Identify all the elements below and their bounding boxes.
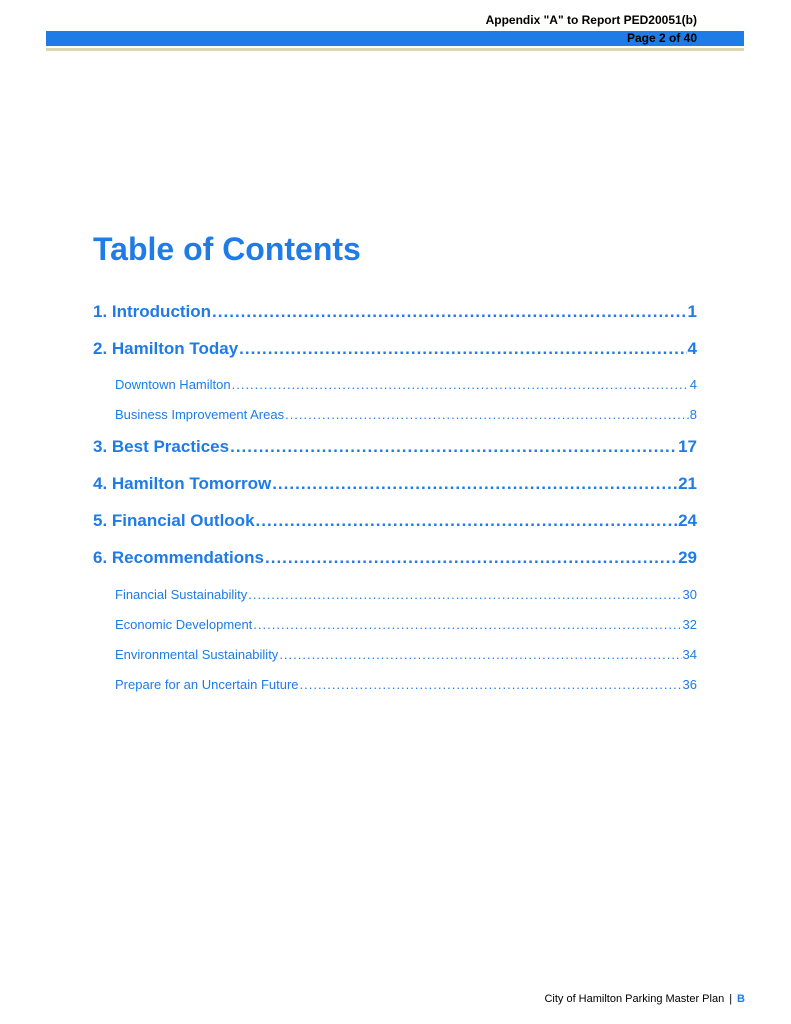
toc-entry[interactable]	[93, 587, 697, 605]
toc-entry-page: 32	[682, 617, 697, 632]
toc-entry-page: 17	[678, 437, 697, 456]
toc-dot-leader	[248, 587, 681, 602]
footer-separator: |	[729, 993, 733, 1005]
toc-entry[interactable]	[93, 474, 697, 498]
toc-entry[interactable]	[93, 511, 697, 535]
toc-entry-page: 1	[687, 302, 697, 321]
toc-entry-label: Business Improvement Areas	[115, 407, 285, 422]
toc-entry[interactable]	[93, 548, 697, 572]
toc-entry-label: Downtown Hamilton	[115, 377, 231, 392]
toc-entry[interactable]	[93, 647, 697, 665]
toc-entry[interactable]	[93, 407, 697, 425]
toc-entry-label: Prepare for an Uncertain Future	[115, 677, 299, 692]
toc-entry-label: 2. Hamilton Today	[93, 339, 239, 358]
toc-entry-page: 4	[687, 339, 697, 358]
toc-entry-page: 34	[682, 647, 697, 662]
toc-entry[interactable]	[93, 302, 697, 326]
toc-dot-leader	[239, 339, 686, 359]
toc-entry-page: 30	[682, 587, 697, 602]
toc-entry[interactable]	[93, 339, 697, 363]
toc-entry-page: 36	[682, 677, 697, 692]
toc-entry-page: 29	[678, 548, 697, 567]
toc-dot-leader	[212, 302, 686, 322]
toc-entry[interactable]	[93, 437, 697, 461]
toc-entry-page: 24	[678, 511, 697, 530]
toc-dot-leader	[272, 474, 677, 494]
toc-entry[interactable]	[93, 377, 697, 395]
toc-dot-leader	[253, 617, 681, 632]
toc-entry-label: Economic Development	[115, 617, 253, 632]
page-number-label: Page 2 of 40	[626, 31, 697, 45]
footer-document-name: City of Hamilton Parking Master Plan	[544, 993, 725, 1005]
toc-entry-label: 5. Financial Outlook	[93, 511, 255, 530]
toc-entry-label: 6. Recommendations	[93, 548, 264, 567]
toc-dot-leader	[230, 437, 677, 457]
toc-dot-leader	[285, 407, 689, 422]
toc-dot-leader	[265, 548, 677, 568]
appendix-label: Appendix "A" to Report PED20051(b)	[485, 13, 697, 27]
toc-entry-label: 4. Hamilton Tomorrow	[93, 474, 272, 493]
page-footer	[544, 993, 745, 1005]
header-rule	[46, 48, 744, 51]
toc-entry-label: 3. Best Practices	[93, 437, 230, 456]
toc-entry[interactable]	[93, 617, 697, 635]
toc-entry-page: 4	[689, 377, 697, 392]
page-title: Table of Contents	[93, 231, 361, 267]
toc-entry-label: 1. Introduction	[93, 302, 212, 321]
toc-dot-leader	[300, 677, 682, 692]
toc-entry-label: Environmental Sustainability	[115, 647, 279, 662]
toc-dot-leader	[279, 647, 681, 662]
toc-entry[interactable]	[93, 677, 697, 695]
toc-entry-page: 21	[678, 474, 697, 493]
toc-dot-leader	[232, 377, 689, 392]
toc-entry-page: 8	[689, 407, 697, 422]
toc-dot-leader	[256, 511, 678, 531]
footer-page-letter: B	[737, 993, 745, 1005]
toc-entry-label: Financial Sustainability	[115, 587, 248, 602]
